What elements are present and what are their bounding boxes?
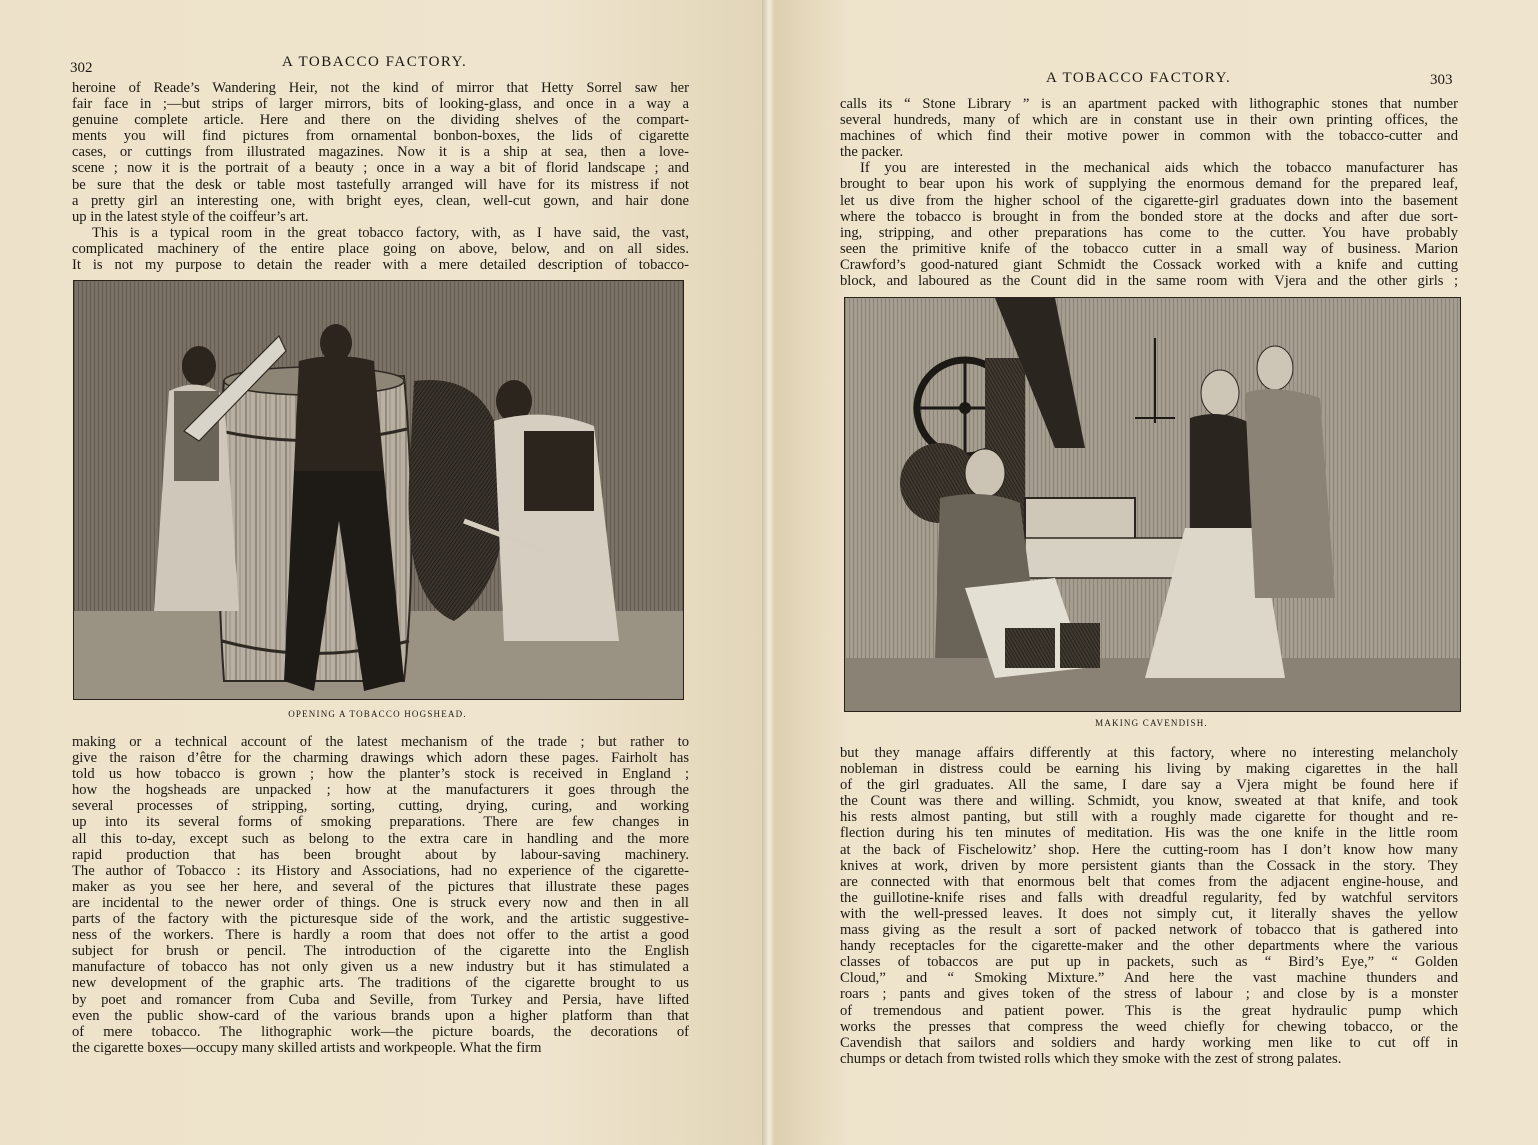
figure-making-cavendish	[844, 297, 1461, 712]
text-line: works the presses that compress the weed chiefly for chewing tobacco, or the	[840, 1018, 1458, 1035]
left-page-number: 302	[70, 60, 93, 76]
text-line: be sure that the desk or table most tastefully arranged will have for its mistress if not	[72, 176, 689, 193]
left-figure-caption: OPENING A TOBACCO HOGSHEAD.	[288, 709, 467, 719]
text-line: let us dive from the higher school of the cigarette-girl graduates down into the basement	[840, 192, 1458, 209]
text-line: Cavendish that sailors and soldiers and hardy working men like to cut off in	[840, 1034, 1458, 1051]
text-line: If you are interested in the mechanical aids which the tobacco manufacturer has	[860, 160, 1458, 177]
text-line: up into its several forms of smoking preparations. There are few changes in	[72, 814, 689, 831]
text-line: fair face in ;—but strips of larger mirrors, bits of looking-glass, and once in a way a	[72, 96, 689, 113]
text-line: at the back of Fischelowitz’ shop. Here the cutting-room has I don’t know how many	[840, 841, 1458, 858]
text-line: Crawford’s good-natured giant Schmidt the Cossack worked with a knife and cutting	[840, 256, 1458, 273]
text-line: mass giving as the result a sort of packed network of tobacco that is gathered into	[840, 922, 1458, 939]
text-line: seen the primitive knife of the tobacco cutter in a small way of business. Marion	[840, 240, 1458, 257]
text-line: are connected with that enormous belt that comes from the adjacent engine-house, and	[840, 873, 1458, 890]
left-page	[0, 0, 768, 1145]
left-running-head: A TOBACCO FACTORY.	[282, 54, 468, 70]
text-line: This is a typical room in the great tobacco factory, with, as I have said, the vast,	[92, 224, 689, 241]
text-line: several processes of stripping, sorting, cutting, drying, curing, and working	[72, 798, 689, 815]
text-line: genuine complete article. Here and there on the dividing shelves of the compart-	[72, 112, 689, 129]
text-line: the guillotine-knife rises and falls with dreadful regularity, fed by watchful servitors	[840, 889, 1458, 906]
text-line: several hundreds, many of which are in constant use in their own printing offices, the	[840, 112, 1458, 129]
text-line: complicated machinery of the entire place going on above, below, and on all sides.	[72, 240, 689, 257]
text-line: Cloud,” and “ Smoking Mixture.” And here the vast machine thunders and	[840, 970, 1458, 987]
text-line: of the girl graduates. All the same, I dare say a Vjera might be found here if	[840, 777, 1458, 794]
text-line: It is not my purpose to detain the reader with a mere detailed description of tobacco-	[72, 257, 689, 274]
text-line: block, and laboured as the Count did in the same room with Vjera and the other girls ;	[840, 273, 1458, 290]
text-line: the cigarette boxes—occupy many skilled artists and workpeople. What the firm	[72, 1039, 542, 1056]
text-line: subject for brush or pencil. The introduction of the cigarette into the English	[72, 943, 689, 960]
text-line: of tremendous and patient power. This is the great hydraulic pump which	[840, 1002, 1458, 1019]
right-bottom-text	[840, 745, 1458, 1067]
text-line: his rests almost panting, but still with a roughly made cigarette for thought and re-	[840, 809, 1458, 826]
text-line: where the tobacco is brought in from the bonded store at the docks and after due sort-	[840, 208, 1458, 225]
text-line: the Count was there and willing. Schmidt, you know, sweated at that knife, and took	[840, 793, 1458, 810]
text-line: but they manage affairs differently at this factory, where no interesting melancholy	[840, 745, 1458, 761]
text-line: the packer.	[840, 144, 904, 161]
text-line: brought to bear upon his work of supplying the enormous demand for the prepared leaf,	[840, 176, 1458, 193]
text-line: heroine of Reade’s Wandering Heir, not the kind of mirror that Hetty Sorrel saw her	[72, 80, 689, 96]
left-top-text	[72, 80, 689, 273]
text-line: manufacture of tobacco has not only given us a new industry but it has stimulated a	[72, 959, 689, 976]
text-line: parts of the factory with the picturesque side of the work, and the artistic suggestive-	[72, 911, 689, 928]
right-running-head: A TOBACCO FACTORY.	[1046, 70, 1232, 86]
text-line: knives at work, driven by more persistent giants than the Cossack in the story. They	[840, 857, 1458, 874]
text-line: The author of Tobacco : its History and Associations, had no experience of the cigarette-	[72, 862, 689, 879]
text-line: told us how tobacco is grown ; how the planter’s stock is received in England ;	[72, 766, 689, 783]
text-line: making or a technical account of the latest mechanism of the trade ; but rather to	[72, 734, 689, 750]
text-line: ness of the workers. There is hardly a room that does not offer to the artist a good	[72, 927, 689, 944]
text-line: ing, stripping, and other preparations has come to the cutter. You have probably	[840, 224, 1458, 241]
text-line: calls its “ Stone Library ” is an apartment packed with lithographic stones that number	[840, 96, 1458, 112]
text-line: how the hogsheads are unpacked ; how at the manufacturers it goes through the	[72, 782, 689, 799]
text-line: by poet and romancer from Cuba and Seville, from Turkey and Persia, have lifted	[72, 991, 689, 1008]
text-line: classes of tobaccos are put up in packets, such as “ Bird’s Eye,” “ Golden	[840, 954, 1458, 971]
text-line: give the raison d’être for the charming drawings which adorn these pages. Fairholt has	[72, 750, 689, 767]
left-bottom-text	[72, 734, 689, 1056]
cavendish-engraving-illustration	[845, 298, 1460, 711]
right-page-number: 303	[1430, 72, 1453, 88]
text-line: rapid production that has been brought about by labour-saving machinery.	[72, 846, 689, 863]
figure-opening-hogshead	[73, 280, 684, 700]
text-line: ments you will find pictures from ornamental bonbon-boxes, the lids of cigarette	[72, 128, 689, 145]
text-line: scene ; now it is the portrait of a beauty ; once in a way a bit of florid landscape ; and	[72, 160, 689, 177]
text-line: handy receptacles for the cigarette-maker and the other departments where the various	[840, 938, 1458, 955]
text-line: are incidental to the newer order of things. One is struck every now and then in all	[72, 894, 689, 911]
text-line: with the well-pressed leaves. It does not simply cut, it literally shaves the yellow	[840, 905, 1458, 922]
text-line: up in the latest style of the coiffeur’s art.	[72, 208, 309, 225]
text-line: nobleman in distress could be earning his living by making cigarettes in the hall	[840, 761, 1458, 778]
text-line: machines of which find their motive power in common with the tobacco-cutter and	[840, 128, 1458, 145]
text-line: new development of the graphic arts. The traditions of the cigarette brought to us	[72, 975, 689, 992]
text-line: chumps or detach from twisted rolls which they smoke with the zest of strong palates.	[840, 1050, 1342, 1067]
text-line: of mere tobacco. The lithographic work—the picture boards, the decorations of	[72, 1023, 689, 1040]
text-line: flection during his ten minutes of meditation. His was the one knife in the little room	[840, 825, 1458, 842]
text-line: a pretty girl an interesting one, with bright eyes, clean, well-cut gown, and hair done	[72, 192, 689, 209]
right-figure-caption: MAKING CAVENDISH.	[1095, 718, 1208, 728]
hogshead-engraving-illustration	[74, 281, 683, 699]
text-line: cases, or cuttings from illustrated magazines. Now it is a ship at sea, then a love-	[72, 144, 689, 161]
text-line: even the public show-card of the various brands upon a higher platform than that	[72, 1007, 689, 1024]
right-top-text	[840, 96, 1458, 289]
text-line: all this to-day, except such as belong to the extra care in handling and the more	[72, 830, 689, 847]
text-line: maker as you see her here, and several of the pictures that illustrate these pages	[72, 878, 689, 895]
text-line: roars ; pants and gives token of the stress of labour ; and close by is a monster	[840, 986, 1458, 1003]
right-page	[774, 0, 1538, 1145]
